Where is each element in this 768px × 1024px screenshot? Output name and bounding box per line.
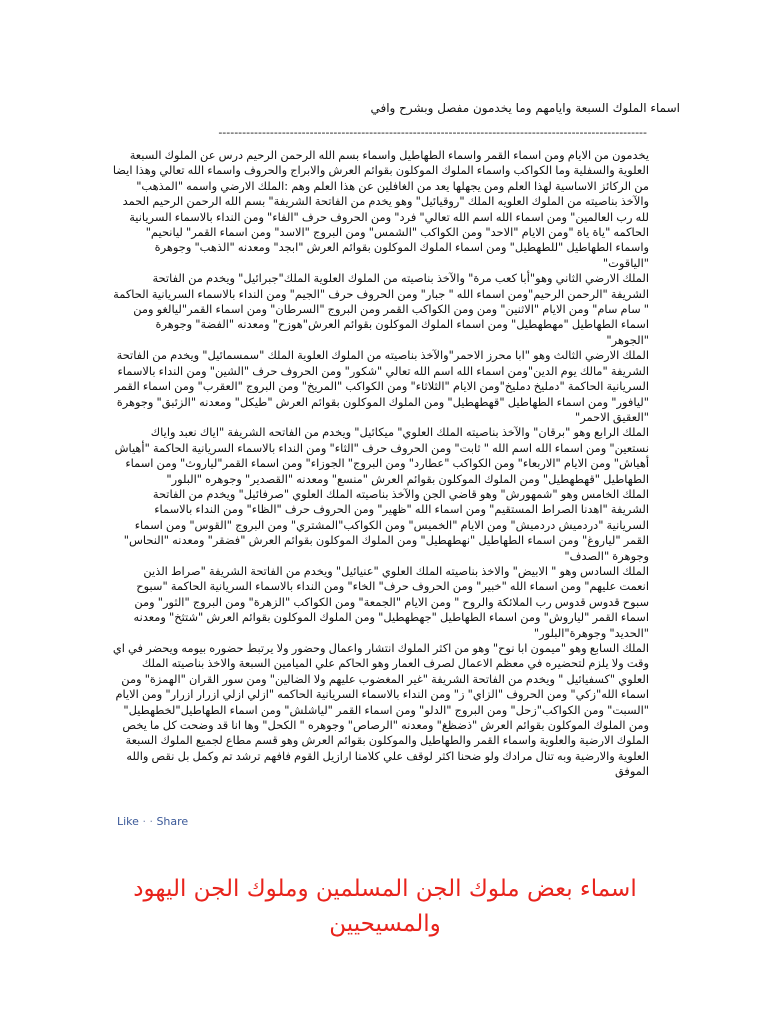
like-link[interactable]: Like	[117, 815, 139, 828]
share-link[interactable]: Share	[156, 815, 189, 828]
separator-line: ------------------------------------------------------------------------------------------------------------	[218, 126, 647, 139]
paragraph-intro: يخدمون من الايام ومن اسماء القمر واسماء الطهاطيل واسماء بسم الله الرحمن الرحيم درس عن الملوك السبعة العلوية والسفلية وما الكواكب واسماء الملوك الموكلون بقوائم العرش والابراج والحروف واسماء الله تعالي وهذا ايضا من الركائز الاساسية لهذا العلم ومن يجهلها يعد من الغافلين عن هذا العلم وهم :الملك الارضي واسمه "المذهب" والآخذ بناصيته من الملوك العلويه الملك "روقيائيل" وهو يخدم من الفاتحة الشريفة" بسم الله الرحمن الرحيم الحمد لله رب العالمين" ومن اسماء الله اسم الله تعالي" فرد" ومن الحروف حرف "الفاء" ومن النداء بالاسماء السريانية الحاكمه "ياة ياة "ومن الايام "الاحد" ومن الكواكب "الشمس" ومن البروج "الاسد" ومن اسماء القمر" ليانحيم" واسماء الطهاطيل "للطهطيل" ومن اسماء الملوك الموكلون بقوائم العرش "ابجد" ومعدنه "الذهب" وجوهرة "الياقوت"	[112, 148, 649, 270]
document-body	[112, 96, 762, 780]
paragraph-king-2: الملك الارضي الثاني وهو"أبا كعب مرة" والآخذ بناصيته من الملوك العلوية الملك"جبرائيل" ويخدم من الفاتحة الشريفة "الرحمن الرحيم"ومن اسماء الله " جبار" ومن الحروف حرف "الجيم" ومن النداء بالاسماء السريانية الحاكمة " سام سام" ومن الايام "الاثنين" ومن ومن الكواكب القمر ومن البروج "السرطان" ومن اسماء القمر"ليالغو ومن اسماء الطهاطيل "مهطهطيل" ومن اسماء الملوك الموكلون بقوائم العرش"هوزح" ومعدنه "الفضة" وجوهرة "الجوهر"	[113, 271, 649, 347]
social-actions	[117, 815, 188, 828]
paragraph-king-7: الملك السابع وهو "ميمون ابا نوح" وهو من اكثر الملوك انتشار واعمال وحضور ولا يرتبط حضوره بيومه ويحضر في اي وقت ولا يلزم لتحضيره في معظم الاعمال لصرف العمار وهو الحاكم علي الميامين السبعة والاخذ بناصيته الملك العلوي "كسفيائيل " ويخدم من الفاتحة الشريفة "غير المغضوب عليهم ولا الضالين" ومن سور القران "الهمزة" ومن اسماء الله"زكي" ومن الحروف "الزاي" ز" ومن النداء بالاسماء السريانية الحاكمه "ازلي ازلي ازرار ازرار" ومن الايام "السبت" ومن الكواكب"زحل" ومن البروج "الدلو" ومن اسماء القمر "لياشلش" ومن اسماء الطهاطيل"لخطهطيل" ومن الملوك الموكلون بقوائم العرش "ذضظغ" ومعدنه "الرصاص" وجوهره " الكحل" وها انا قد وضحت كل ما يخص الملوك الارضية والعلوية واسماء القمر والطهاطيل والموكلون بقوائم العرش وهو قسم مطاع لجميع الملوك السبعة العلوية والارضية وبه تنال مرادك ولو ضحنا اكثر لوقف علي كلامنا ارازيل القوم فافهم ترشد تم وكمل بل نقص والله الموفق	[112, 641, 649, 779]
separator-dot: ·	[142, 815, 146, 828]
article-text	[112, 148, 762, 780]
paragraph-king-5: الملك الخامس وهو "شمهورش" وهو قاضي الجن والآخذ بناصيته الملك العلوي "صرفائيل" ويخدم من الفاتحة الشريفة "اهدنا الصراط المستقيم" ومن اسماء الله "ظهير" ومن الحروف حرف "الظاء" ومن النداء بالاسماء السريانية "دردميش دردميش" ومن الايام "الخميس" ومن الكواكب"المشتري" ومن البروج "القوس" ومن اسماء القمر "لياروغ" ومن اسماء الطهاطيل "نهطهطيل" ومن الملوك الموكلون بقوائم العرش "فضقر" ومعدنه "النحاس" وجوهرة "الصدف"	[123, 486, 649, 563]
paragraph-king-3: الملك الارضي الثالث وهو "ابا محرز الاحمر"والآخذ بناصيته من الملوك العلوية الملك "سمسمائيل" ويخدم من الفاتحة الشريفة "مالك يوم الدين"ومن اسماء الله اسم الله تعالي "شكور" ومن الحروف حرف "الشين" ومن النداء بالاسماء السريانية الحاكمة "دمليخ دمليخ"ومن الايام "الثلاثاء" ومن الكواكب "المريخ" ومن البروج "العقرب" ومن اسماء القمر "ليافور" ومن اسماء الطهاطيل "قهطهطيل" ومن الملوك الموكلون بقوائم العرش "طيكل" ومعدنه "الزئبق" وجوهرة "العقيق الاحمر"	[114, 348, 649, 424]
document-title: اسماء الملوك السبعة وايامهم وما يخدمون مفصل وبشرح وافي	[370, 101, 680, 115]
paragraph-king-6: الملك السادس وهو " الابيض" والاخذ بناصيته الملك العلوي "عنيائيل" ويخدم من الفاتحة الشريفة "صراط الذين انعمت عليهم" ومن اسماء الله "خبير" ومن الحروف حرف" الخاء" ومن النداء بالاسماء السريانية الحاكمة "سبوح سبوح قدوس قدوس رب الملائكة والروح " ومن الايام "الجمعة" ومن الكواكب "الزهرة" ومن البروج "الثور" ومن اسماء القمر "لياروش" ومن اسماء الطهاطيل "جهطهطيل" ومن الملوك الموكلون بقوائم العرش "شتثخ" ومعدنه "الحديد" وجوهرة"البلور"	[133, 563, 649, 640]
separator-dot: ·	[149, 815, 153, 828]
section-heading: اسماء بعض ملوك الجن المسلمين وملوك الجن اليهود والمسيحيين	[133, 876, 637, 937]
paragraph-king-4: الملك الرابع وهو "برقان" والآخذ بناصيته الملك العلوي" ميكائيل" ويخدم من الفاتحه الشريفة "اياك نعبد واياك نستعين" ومن اسماء الله اسم الله " ثابت" ومن الحروف حرف "الثاء" ومن النداء بالاسماء السريانية الحاكمة "أهياش أهياش" ومن الايام "الاربعاء" ومن الكواكب "عطارد" ومن البروج" الجوزاء" ومن اسماء القمر"لياروث" ومن اسماء الطهاطيل "قهطهطيل" ومن الملوك الموكلون بقوائم العرش "منسع" ومعدنه "القصدير" وجوهره "البلور"	[114, 425, 649, 486]
